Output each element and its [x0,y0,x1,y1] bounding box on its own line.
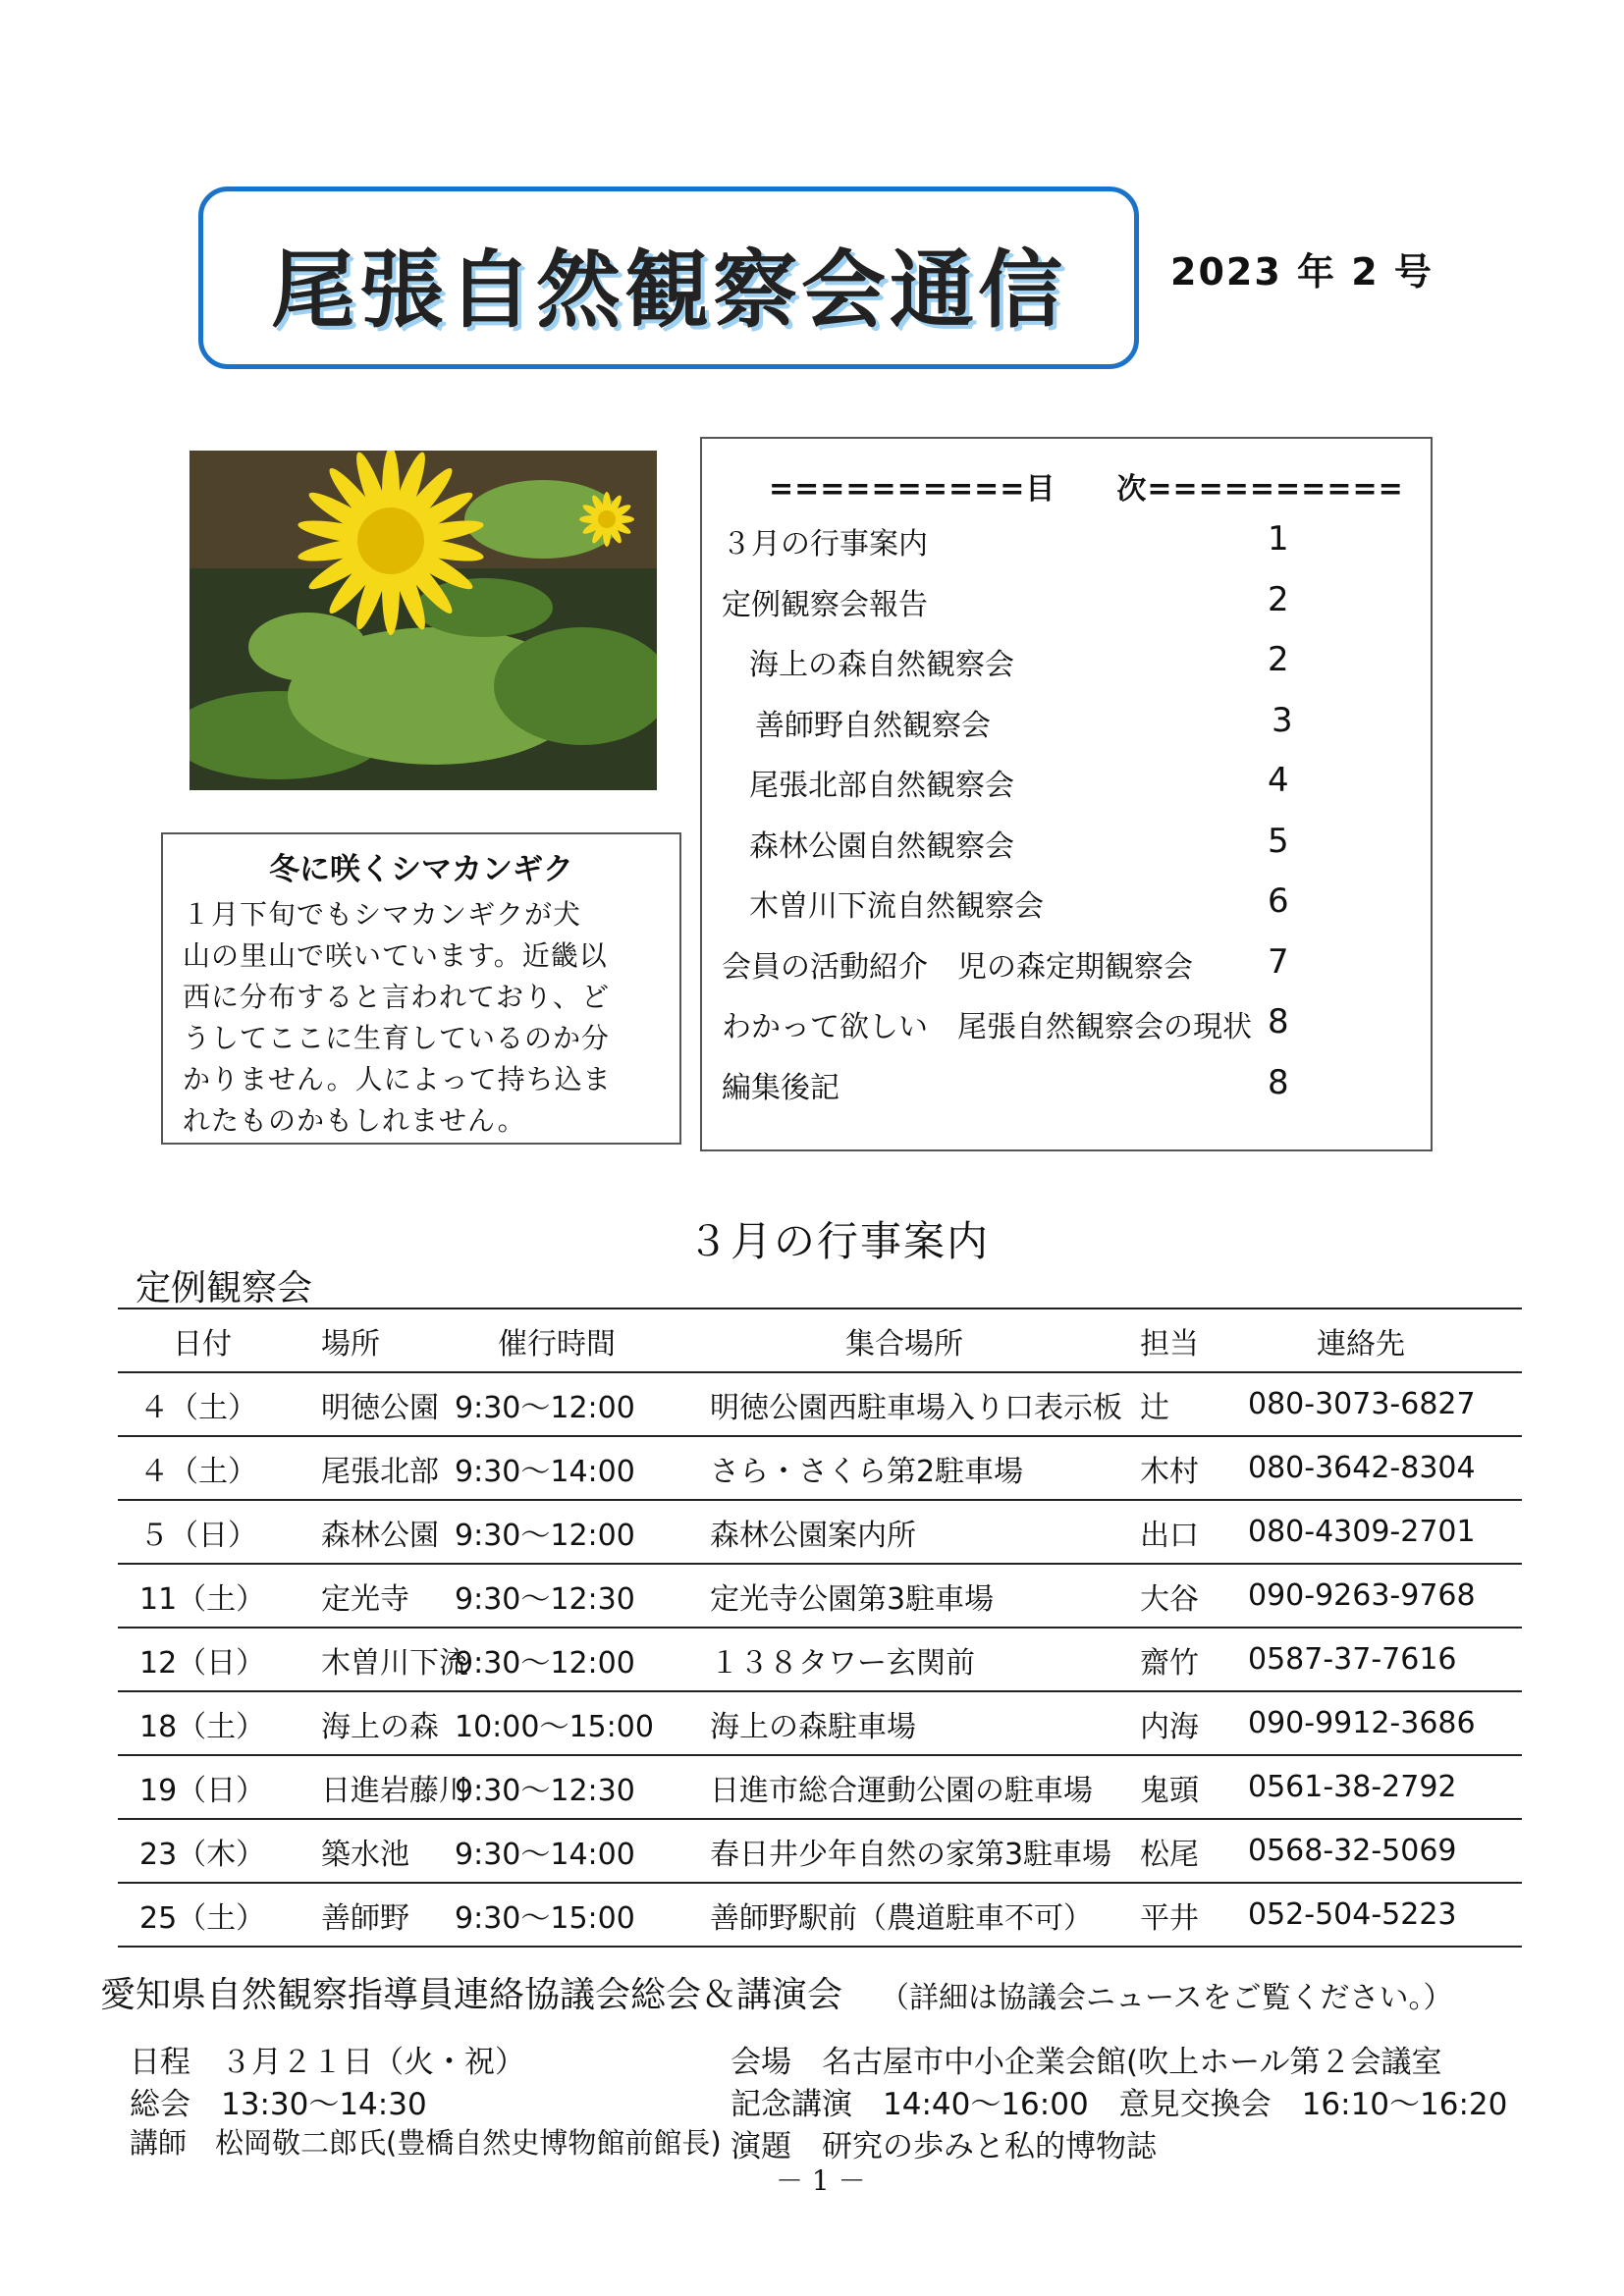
toc-item-label: 定例観察会報告 [722,587,928,622]
cell-time: 9:30～14:00 [455,1819,688,1883]
cell-place: 尾張北部 [280,1436,455,1500]
table-row [118,1500,1522,1564]
caption-line: 山の里山で咲いています。近畿以 [183,939,608,972]
cell-contact: 0561-38-2792 [1248,1755,1522,1819]
toc-item-page: 4 [1268,761,1289,800]
table-row [118,1628,1522,1691]
table-of-contents [700,437,1433,1151]
toc-heading: ==========目 次========== [769,472,1404,507]
header-time: 催行時間 [455,1308,688,1372]
toc-item [722,580,1311,635]
assembly-lecture: 記念講演 14:40～16:00 意見交換会 16:10～16:20 [731,2087,1508,2122]
caption-line: 西に分布すると言われており、ど [183,981,611,1013]
cell-staff: 松尾 [1140,1819,1248,1883]
assembly-note: （詳細は協議会ニュースをご覧ください。） [880,1981,1453,2015]
toc-item-label: 海上の森自然観察会 [749,648,1014,682]
toc-item-label: 編集後記 [722,1070,839,1105]
cell-contact: 090-9912-3686 [1248,1691,1522,1755]
assembly-speaker: 講師 松岡敬二郎氏(豊橋自然史博物館前館長) [130,2126,722,2160]
toc-item [722,942,1311,997]
toc-item [722,519,1311,574]
cell-time: 9:30～12:00 [455,1628,688,1691]
cell-time: 9:30～12:00 [455,1372,688,1436]
cell-staff: 鬼頭 [1140,1755,1248,1819]
toc-item-label: 善師野自然観察会 [755,708,991,743]
cell-staff: 木村 [1140,1436,1248,1500]
assembly-date: 日程 ３月２１日（火・祝） [130,2045,525,2080]
toc-item [722,822,1311,877]
cell-staff: 大谷 [1140,1564,1248,1628]
toc-item [722,1063,1311,1118]
header-staff: 担当 [1140,1308,1248,1372]
cell-place: 善師野 [280,1883,455,1947]
issue-number: 2023 年 2 号 [1170,250,1434,294]
toc-item-label: わかって欲しい 尾張自然観察会の現状 [722,1010,1252,1044]
cell-place: 日進岩藤川 [280,1755,455,1819]
cell-time: 9:30～14:00 [455,1436,688,1500]
cell-date: 12（日） [118,1628,280,1691]
cell-place: 明徳公園 [280,1372,455,1436]
cell-date: 18（土） [118,1691,280,1755]
table-row [118,1372,1522,1436]
toc-item-label: 会員の活動紹介 児の森定期観察会 [722,949,1193,985]
cell-meeting: 森林公園案内所 [688,1500,1140,1564]
cell-place: 森林公園 [280,1500,455,1564]
cell-date: 25（土） [118,1883,280,1947]
table-row [118,1691,1522,1755]
cell-contact: 080-3642-8304 [1248,1436,1522,1500]
cell-contact: 0587-37-7616 [1248,1628,1522,1691]
toc-item-page: 3 [1272,700,1293,740]
cell-time: 9:30～12:30 [455,1755,688,1819]
cell-meeting: １３８タワー玄関前 [688,1628,1140,1691]
cell-meeting: さら・さくら第2駐車場 [688,1436,1140,1500]
cell-time: 9:30～12:00 [455,1500,688,1564]
cell-meeting: 日進市総合運動公園の駐車場 [688,1755,1140,1819]
newsletter-title: 尾張自然観察会通信 [271,241,1066,340]
toc-item-page: 2 [1268,640,1289,679]
header-contact: 連絡先 [1248,1308,1522,1372]
table-row [118,1883,1522,1947]
cell-place: 築水池 [280,1819,455,1883]
cell-time: 9:30～15:00 [455,1883,688,1947]
table-row [118,1819,1522,1883]
table-row [118,1755,1522,1819]
cell-contact: 080-4309-2701 [1248,1500,1522,1564]
cell-contact: 0568-32-5069 [1248,1819,1522,1883]
cell-meeting: 海上の森駐車場 [688,1691,1140,1755]
cell-contact: 080-3073-6827 [1248,1372,1522,1436]
toc-item-page: 1 [1268,519,1289,559]
cell-date: 11（土） [118,1564,280,1628]
header-place: 場所 [280,1308,455,1372]
toc-item [722,701,1311,756]
caption-line: れたものかもしれません。 [183,1104,526,1137]
cell-staff: 辻 [1140,1372,1248,1436]
toc-item-page: 8 [1268,1062,1289,1102]
toc-item-page: 7 [1268,941,1289,982]
table-header-row [118,1308,1522,1372]
caption-line: かりません。人によって持ち込ま [183,1063,612,1095]
cell-date: 23（木） [118,1819,280,1883]
assembly-venue: 会場 名古屋市中小企業会館(吹上ホール第２会議室 [731,2045,1442,2080]
photo-caption-box [161,832,681,1145]
chrysanthemum-image [189,451,657,790]
cell-meeting: 明徳公園西駐車場入り口表示板 [688,1372,1140,1436]
toc-item-label: 木曽川下流自然観察会 [749,889,1044,924]
table-row [118,1564,1522,1628]
cell-place: 木曽川下流 [280,1628,455,1691]
toc-item [722,1002,1311,1057]
cell-meeting: 定光寺公園第3駐車場 [688,1564,1140,1628]
toc-item-label: ３月の行事案内 [722,527,928,561]
cell-contact: 090-9263-9768 [1248,1564,1522,1628]
header-meeting: 集合場所 [688,1308,1140,1372]
schedule-table [118,1308,1522,1948]
toc-item [722,640,1311,695]
cell-meeting: 善師野駅前（農道駐車不可） [688,1883,1140,1947]
section-subtitle: 定例観察会 [135,1268,313,1308]
cell-place: 海上の森 [280,1691,455,1755]
toc-item-page: 5 [1268,821,1289,861]
header-date: 日付 [118,1308,280,1372]
toc-item [722,761,1311,816]
assembly-general: 総会 13:30～14:30 [130,2087,427,2122]
toc-item-page: 2 [1268,579,1289,619]
cell-meeting: 春日井少年自然の家第3駐車場 [688,1819,1140,1883]
caption-body [183,894,660,1142]
assembly-topic: 演題 研究の歩みと私的博物誌 [731,2129,1157,2164]
cell-date: ５（日） [118,1500,280,1564]
cell-place: 定光寺 [280,1564,455,1628]
toc-item [722,881,1311,936]
cell-contact: 052-504-5223 [1248,1883,1522,1947]
toc-item-label: 森林公園自然観察会 [749,828,1014,864]
cell-staff: 出口 [1140,1500,1248,1564]
cell-time: 10:00～15:00 [455,1691,688,1755]
title-box [198,187,1139,369]
toc-item-page: 8 [1268,1002,1289,1041]
caption-title: 冬に咲くシマカンギク [269,852,573,887]
toc-item-label: 尾張北部自然観察会 [749,769,1014,803]
toc-item-page: 6 [1268,881,1289,921]
flower-photo [189,451,657,790]
page-number: － 1 － [776,2164,866,2197]
caption-line: １月下旬でもシマカンギクが犬 [183,898,582,931]
cell-staff: 齋竹 [1140,1628,1248,1691]
assembly-title: 愛知県自然観察指導員連絡協議会総会＆講演会 [100,1975,843,2015]
section-title: ３月の行事案内 [687,1217,991,1265]
cell-time: 9:30～12:30 [455,1564,688,1628]
cell-staff: 内海 [1140,1691,1248,1755]
caption-line: うしてここに生育しているのか分 [183,1022,611,1054]
cell-staff: 平井 [1140,1883,1248,1947]
cell-date: 19（日） [118,1755,280,1819]
cell-date: ４（土） [118,1436,280,1500]
cell-date: ４（土） [118,1372,280,1436]
table-row [118,1436,1522,1500]
